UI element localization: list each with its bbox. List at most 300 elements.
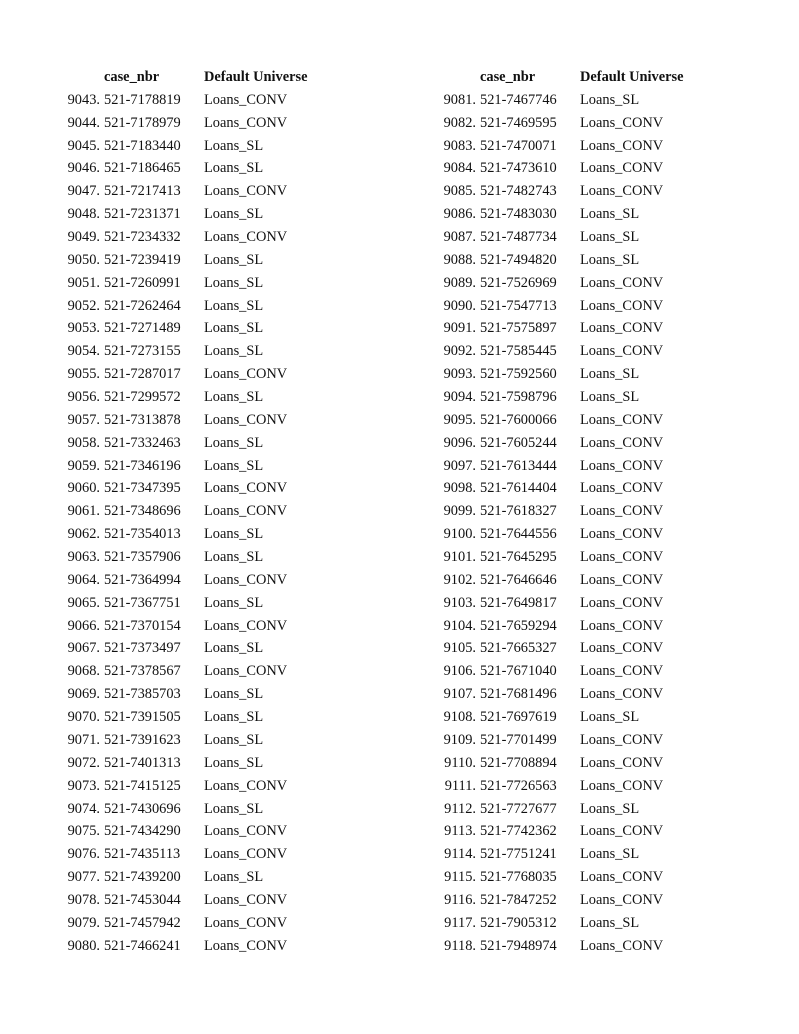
case-nbr-cell: 521-7613444 bbox=[480, 457, 557, 474]
default-universe-cell: Loans_SL bbox=[580, 206, 640, 223]
table-row bbox=[432, 775, 710, 798]
case-nbr-cell: 521-7644556 bbox=[480, 526, 557, 543]
default-universe-cell: Loans_CONV bbox=[204, 663, 288, 680]
case-nbr-cell: 521-7385703 bbox=[104, 686, 181, 703]
row-number: 9049. bbox=[67, 229, 100, 246]
row-number: 9117. bbox=[444, 914, 476, 931]
default-universe-cell: Loans_CONV bbox=[204, 571, 288, 588]
row-number: 9109. bbox=[443, 731, 476, 748]
table-row bbox=[432, 455, 710, 478]
row-number: 9114. bbox=[444, 846, 476, 863]
table-row bbox=[56, 295, 334, 318]
default-universe-cell: Loans_SL bbox=[204, 206, 264, 223]
row-number: 9083. bbox=[443, 137, 476, 154]
table-row bbox=[56, 180, 334, 203]
default-universe-cell: Loans_CONV bbox=[580, 571, 664, 588]
default-universe-cell: Loans_CONV bbox=[580, 823, 664, 840]
default-universe-cell: Loans_SL bbox=[204, 869, 264, 886]
table-row bbox=[432, 500, 710, 523]
table-row bbox=[432, 135, 710, 158]
default-universe-cell: Loans_CONV bbox=[204, 777, 288, 794]
row-number: 9097. bbox=[443, 457, 476, 474]
row-number: 9077. bbox=[67, 869, 100, 886]
table-row bbox=[56, 637, 334, 660]
row-number: 9103. bbox=[443, 594, 476, 611]
default-universe-cell: Loans_CONV bbox=[580, 640, 664, 657]
case-nbr-cell: 521-7367751 bbox=[104, 594, 181, 611]
default-universe-cell: Loans_CONV bbox=[204, 183, 288, 200]
case-nbr-cell: 521-7494820 bbox=[480, 251, 557, 268]
default-universe-cell: Loans_CONV bbox=[204, 114, 288, 131]
table-row bbox=[432, 729, 710, 752]
default-universe-cell: Loans_CONV bbox=[580, 343, 664, 360]
row-number: 9098. bbox=[443, 480, 476, 497]
row-number: 9075. bbox=[67, 823, 100, 840]
row-number: 9058. bbox=[67, 434, 100, 451]
case-nbr-cell: 521-7364994 bbox=[104, 571, 181, 588]
table-row bbox=[56, 820, 334, 843]
case-nbr-cell: 521-7466241 bbox=[104, 937, 181, 954]
row-number: 9051. bbox=[67, 274, 100, 291]
table-row bbox=[56, 706, 334, 729]
table-row bbox=[432, 683, 710, 706]
default-universe-cell: Loans_CONV bbox=[204, 937, 288, 954]
default-universe-cell: Loans_SL bbox=[204, 343, 264, 360]
table-row bbox=[56, 89, 334, 112]
table-row bbox=[432, 477, 710, 500]
case-nbr-cell: 521-7373497 bbox=[104, 640, 181, 657]
table-row bbox=[56, 843, 334, 866]
row-number: 9081. bbox=[443, 91, 476, 108]
default-universe-cell: Loans_SL bbox=[580, 389, 640, 406]
table-row bbox=[432, 546, 710, 569]
case-nbr-cell: 521-7470071 bbox=[480, 137, 557, 154]
row-number: 9084. bbox=[443, 160, 476, 177]
row-number: 9093. bbox=[443, 366, 476, 383]
table-row bbox=[432, 386, 710, 409]
default-universe-cell: Loans_SL bbox=[580, 914, 640, 931]
default-universe-cell: Loans_CONV bbox=[580, 594, 664, 611]
row-number: 9055. bbox=[67, 366, 100, 383]
case-nbr-cell: 521-7585445 bbox=[480, 343, 557, 360]
row-number: 9086. bbox=[443, 206, 476, 223]
case-nbr-cell: 521-7401313 bbox=[104, 754, 181, 771]
row-number: 9061. bbox=[67, 503, 100, 520]
row-number: 9113. bbox=[444, 823, 476, 840]
row-number: 9116. bbox=[444, 891, 476, 908]
case-nbr-header: case_nbr bbox=[104, 69, 160, 85]
default-universe-cell: Loans_CONV bbox=[580, 891, 664, 908]
row-number: 9115. bbox=[444, 869, 476, 886]
table-row bbox=[432, 889, 710, 912]
default-universe-cell: Loans_SL bbox=[580, 366, 640, 383]
case-nbr-cell: 521-7727677 bbox=[480, 800, 557, 817]
table-row bbox=[56, 912, 334, 935]
default-universe-cell: Loans_SL bbox=[204, 549, 264, 566]
row-number: 9072. bbox=[67, 754, 100, 771]
default-universe-cell: Loans_CONV bbox=[204, 891, 288, 908]
case-nbr-cell: 521-7487734 bbox=[480, 229, 557, 246]
default-universe-cell: Loans_CONV bbox=[204, 411, 288, 428]
default-universe-cell: Loans_CONV bbox=[580, 160, 664, 177]
default-universe-cell: Loans_CONV bbox=[580, 663, 664, 680]
table-row bbox=[56, 866, 334, 889]
table-row bbox=[432, 935, 710, 958]
row-number: 9062. bbox=[67, 526, 100, 543]
row-number: 9050. bbox=[67, 251, 100, 268]
table-row bbox=[56, 272, 334, 295]
case-nbr-cell: 521-7659294 bbox=[480, 617, 557, 634]
default-universe-cell: Loans_CONV bbox=[204, 503, 288, 520]
row-number: 9070. bbox=[67, 709, 100, 726]
row-number: 9111. bbox=[444, 777, 476, 794]
row-number: 9047. bbox=[67, 183, 100, 200]
table-row bbox=[56, 386, 334, 409]
table-row bbox=[56, 935, 334, 958]
case-nbr-cell: 521-7482743 bbox=[480, 183, 557, 200]
default-universe-cell: Loans_CONV bbox=[204, 914, 288, 931]
table-row bbox=[432, 89, 710, 112]
default-universe-cell: Loans_CONV bbox=[580, 617, 664, 634]
case-nbr-cell: 521-7313878 bbox=[104, 411, 181, 428]
table-row bbox=[432, 706, 710, 729]
table-row bbox=[432, 637, 710, 660]
case-nbr-cell: 521-7649817 bbox=[480, 594, 557, 611]
case-nbr-cell: 521-7742362 bbox=[480, 823, 557, 840]
case-nbr-cell: 521-7645295 bbox=[480, 549, 557, 566]
row-number: 9080. bbox=[67, 937, 100, 954]
default-universe-cell: Loans_CONV bbox=[204, 229, 288, 246]
row-number: 9118. bbox=[444, 937, 476, 954]
row-number: 9087. bbox=[443, 229, 476, 246]
default-universe-cell: Loans_CONV bbox=[580, 503, 664, 520]
case-nbr-cell: 521-7186465 bbox=[104, 160, 181, 177]
table-row bbox=[56, 500, 334, 523]
default-universe-cell: Loans_SL bbox=[204, 137, 264, 154]
case-nbr-cell: 521-7708894 bbox=[480, 754, 557, 771]
right-table-body bbox=[432, 89, 710, 958]
case-nbr-cell: 521-7439200 bbox=[104, 869, 181, 886]
table-row bbox=[432, 752, 710, 775]
default-universe-cell: Loans_SL bbox=[204, 320, 264, 337]
case-nbr-cell: 521-7592560 bbox=[480, 366, 557, 383]
default-universe-cell: Loans_SL bbox=[204, 686, 264, 703]
left-table-body bbox=[56, 89, 334, 958]
row-number: 9056. bbox=[67, 389, 100, 406]
default-universe-cell: Loans_SL bbox=[580, 229, 640, 246]
table-row bbox=[432, 660, 710, 683]
table-row bbox=[432, 523, 710, 546]
table-row bbox=[56, 409, 334, 432]
case-nbr-cell: 521-7287017 bbox=[104, 366, 181, 383]
row-number: 9108. bbox=[443, 709, 476, 726]
row-number: 9065. bbox=[67, 594, 100, 611]
case-nbr-cell: 521-7354013 bbox=[104, 526, 181, 543]
default-universe-cell: Loans_CONV bbox=[580, 549, 664, 566]
row-number: 9076. bbox=[67, 846, 100, 863]
default-universe-cell: Loans_CONV bbox=[580, 869, 664, 886]
case-nbr-cell: 521-7469595 bbox=[480, 114, 557, 131]
default-universe-header: Default Universe bbox=[204, 69, 308, 85]
table-row bbox=[56, 798, 334, 821]
case-nbr-cell: 521-7378567 bbox=[104, 663, 181, 680]
row-number: 9053. bbox=[67, 320, 100, 337]
row-number: 9102. bbox=[443, 571, 476, 588]
table-row bbox=[432, 203, 710, 226]
row-number: 9052. bbox=[67, 297, 100, 314]
case-nbr-cell: 521-7768035 bbox=[480, 869, 557, 886]
case-nbr-cell: 521-7905312 bbox=[480, 914, 557, 931]
default-universe-cell: Loans_SL bbox=[204, 274, 264, 291]
default-universe-cell: Loans_CONV bbox=[204, 366, 288, 383]
case-nbr-cell: 521-7435113 bbox=[104, 846, 181, 863]
table-row bbox=[432, 317, 710, 340]
default-universe-cell: Loans_CONV bbox=[580, 137, 664, 154]
table-row bbox=[432, 615, 710, 638]
row-number: 9079. bbox=[67, 914, 100, 931]
table-row bbox=[432, 843, 710, 866]
case-nbr-cell: 521-7847252 bbox=[480, 891, 557, 908]
left-header-row bbox=[56, 66, 334, 89]
case-nbr-cell: 521-7948974 bbox=[480, 937, 557, 954]
right-header-row bbox=[432, 66, 710, 89]
default-universe-cell: Loans_CONV bbox=[580, 457, 664, 474]
table-row bbox=[432, 798, 710, 821]
table-row bbox=[56, 775, 334, 798]
default-universe-cell: Loans_SL bbox=[204, 389, 264, 406]
default-universe-cell: Loans_CONV bbox=[580, 480, 664, 497]
default-universe-cell: Loans_SL bbox=[580, 91, 640, 108]
default-universe-cell: Loans_CONV bbox=[580, 777, 664, 794]
default-universe-header: Default Universe bbox=[580, 69, 684, 85]
case-nbr-cell: 521-7681496 bbox=[480, 686, 557, 703]
table-row bbox=[56, 112, 334, 135]
table-row bbox=[432, 569, 710, 592]
table-row bbox=[432, 249, 710, 272]
case-nbr-cell: 521-7391505 bbox=[104, 709, 181, 726]
table-row bbox=[56, 135, 334, 158]
table-row bbox=[432, 363, 710, 386]
case-nbr-cell: 521-7618327 bbox=[480, 503, 557, 520]
table-row bbox=[56, 432, 334, 455]
default-universe-cell: Loans_SL bbox=[204, 251, 264, 268]
case-nbr-cell: 521-7430696 bbox=[104, 800, 181, 817]
table-row bbox=[432, 409, 710, 432]
table-row bbox=[432, 432, 710, 455]
table-row bbox=[56, 477, 334, 500]
row-number: 9064. bbox=[67, 571, 100, 588]
row-number: 9091. bbox=[443, 320, 476, 337]
table-row bbox=[432, 866, 710, 889]
table-row bbox=[432, 592, 710, 615]
default-universe-cell: Loans_CONV bbox=[204, 823, 288, 840]
row-number: 9044. bbox=[67, 114, 100, 131]
default-universe-cell: Loans_SL bbox=[204, 297, 264, 314]
row-number: 9096. bbox=[443, 434, 476, 451]
case-nbr-cell: 521-7547713 bbox=[480, 297, 557, 314]
row-number: 9078. bbox=[67, 891, 100, 908]
table-row bbox=[56, 523, 334, 546]
table-row bbox=[432, 340, 710, 363]
table-row bbox=[432, 226, 710, 249]
case-nbr-cell: 521-7598796 bbox=[480, 389, 557, 406]
row-number: 9095. bbox=[443, 411, 476, 428]
table-row bbox=[56, 752, 334, 775]
right-column bbox=[432, 66, 710, 958]
default-universe-cell: Loans_SL bbox=[204, 434, 264, 451]
case-nbr-cell: 521-7347395 bbox=[104, 480, 181, 497]
row-number: 9082. bbox=[443, 114, 476, 131]
default-universe-cell: Loans_SL bbox=[580, 846, 640, 863]
case-nbr-cell: 521-7346196 bbox=[104, 457, 181, 474]
table-row bbox=[56, 683, 334, 706]
case-nbr-cell: 521-7217413 bbox=[104, 183, 181, 200]
table-row bbox=[432, 912, 710, 935]
row-number: 9069. bbox=[67, 686, 100, 703]
row-number: 9060. bbox=[67, 480, 100, 497]
row-number: 9090. bbox=[443, 297, 476, 314]
row-number: 9063. bbox=[67, 549, 100, 566]
table-row bbox=[56, 340, 334, 363]
case-nbr-cell: 521-7600066 bbox=[480, 411, 557, 428]
case-nbr-cell: 521-7697619 bbox=[480, 709, 557, 726]
row-number: 9089. bbox=[443, 274, 476, 291]
case-nbr-cell: 521-7473610 bbox=[480, 160, 557, 177]
table-row bbox=[56, 615, 334, 638]
case-nbr-cell: 521-7434290 bbox=[104, 823, 181, 840]
row-number: 9112. bbox=[444, 800, 476, 817]
row-number: 9066. bbox=[67, 617, 100, 634]
default-universe-cell: Loans_CONV bbox=[580, 937, 664, 954]
default-universe-cell: Loans_CONV bbox=[204, 617, 288, 634]
table-row bbox=[432, 820, 710, 843]
case-nbr-cell: 521-7183440 bbox=[104, 137, 181, 154]
row-number: 9100. bbox=[443, 526, 476, 543]
case-nbr-cell: 521-7332463 bbox=[104, 434, 181, 451]
default-universe-cell: Loans_SL bbox=[580, 800, 640, 817]
table-row bbox=[432, 272, 710, 295]
case-nbr-cell: 521-7671040 bbox=[480, 663, 557, 680]
row-number: 9068. bbox=[67, 663, 100, 680]
table-row bbox=[56, 546, 334, 569]
row-number: 9105. bbox=[443, 640, 476, 657]
default-universe-cell: Loans_SL bbox=[204, 709, 264, 726]
default-universe-cell: Loans_SL bbox=[204, 594, 264, 611]
default-universe-cell: Loans_CONV bbox=[580, 114, 664, 131]
case-nbr-cell: 521-7646646 bbox=[480, 571, 557, 588]
row-number-header bbox=[56, 66, 101, 89]
case-nbr-cell: 521-7614404 bbox=[480, 480, 557, 497]
table-row bbox=[432, 112, 710, 135]
default-universe-cell: Loans_CONV bbox=[580, 411, 664, 428]
default-universe-cell: Loans_CONV bbox=[580, 526, 664, 543]
case-nbr-cell: 521-7262464 bbox=[104, 297, 181, 314]
row-number: 9071. bbox=[67, 731, 100, 748]
row-number: 9085. bbox=[443, 183, 476, 200]
left-table bbox=[56, 66, 334, 958]
case-nbr-cell: 521-7457942 bbox=[104, 914, 181, 931]
table-row bbox=[56, 226, 334, 249]
default-universe-cell: Loans_SL bbox=[204, 731, 264, 748]
row-number: 9048. bbox=[67, 206, 100, 223]
case-nbr-cell: 521-7453044 bbox=[104, 891, 181, 908]
row-number: 9099. bbox=[443, 503, 476, 520]
default-universe-cell: Loans_SL bbox=[204, 800, 264, 817]
table-row bbox=[56, 569, 334, 592]
table-row bbox=[56, 592, 334, 615]
case-nbr-cell: 521-7357906 bbox=[104, 549, 181, 566]
right-table bbox=[432, 66, 710, 958]
row-number: 9110. bbox=[444, 754, 476, 771]
table-row bbox=[56, 889, 334, 912]
table-row bbox=[56, 157, 334, 180]
default-universe-cell: Loans_CONV bbox=[580, 686, 664, 703]
row-number: 9094. bbox=[443, 389, 476, 406]
table-row bbox=[432, 180, 710, 203]
row-number: 9106. bbox=[443, 663, 476, 680]
case-nbr-cell: 521-7271489 bbox=[104, 320, 181, 337]
row-number: 9057. bbox=[67, 411, 100, 428]
default-universe-cell: Loans_CONV bbox=[580, 274, 664, 291]
case-nbr-cell: 521-7239419 bbox=[104, 251, 181, 268]
default-universe-cell: Loans_CONV bbox=[580, 754, 664, 771]
default-universe-cell: Loans_SL bbox=[580, 251, 640, 268]
row-number: 9092. bbox=[443, 343, 476, 360]
case-nbr-cell: 521-7575897 bbox=[480, 320, 557, 337]
case-nbr-cell: 521-7665327 bbox=[480, 640, 557, 657]
case-nbr-cell: 521-7370154 bbox=[104, 617, 181, 634]
case-nbr-cell: 521-7231371 bbox=[104, 206, 181, 223]
table-row bbox=[56, 729, 334, 752]
table-row bbox=[56, 455, 334, 478]
case-nbr-cell: 521-7751241 bbox=[480, 846, 557, 863]
table-row bbox=[56, 203, 334, 226]
table-row bbox=[432, 295, 710, 318]
default-universe-cell: Loans_SL bbox=[204, 160, 264, 177]
case-nbr-cell: 521-7605244 bbox=[480, 434, 557, 451]
default-universe-cell: Loans_CONV bbox=[580, 434, 664, 451]
case-nbr-cell: 521-7178979 bbox=[104, 114, 181, 131]
case-nbr-cell: 521-7701499 bbox=[480, 731, 557, 748]
default-universe-cell: Loans_CONV bbox=[204, 480, 288, 497]
default-universe-cell: Loans_CONV bbox=[580, 320, 664, 337]
case-nbr-cell: 521-7260991 bbox=[104, 274, 181, 291]
default-universe-cell: Loans_SL bbox=[204, 754, 264, 771]
case-nbr-cell: 521-7348696 bbox=[104, 503, 181, 520]
table-row bbox=[56, 249, 334, 272]
case-nbr-cell: 521-7467746 bbox=[480, 91, 557, 108]
row-number: 9101. bbox=[443, 549, 476, 566]
row-number: 9045. bbox=[67, 137, 100, 154]
default-universe-cell: Loans_CONV bbox=[580, 297, 664, 314]
row-number: 9107. bbox=[443, 686, 476, 703]
default-universe-cell: Loans_CONV bbox=[580, 183, 664, 200]
row-number: 9088. bbox=[443, 251, 476, 268]
row-number-header bbox=[432, 66, 477, 89]
case-nbr-header: case_nbr bbox=[480, 69, 536, 85]
case-nbr-cell: 521-7234332 bbox=[104, 229, 181, 246]
default-universe-cell: Loans_SL bbox=[204, 526, 264, 543]
default-universe-cell: Loans_CONV bbox=[204, 846, 288, 863]
case-nbr-cell: 521-7526969 bbox=[480, 274, 557, 291]
default-universe-cell: Loans_CONV bbox=[580, 731, 664, 748]
default-universe-cell: Loans_SL bbox=[204, 457, 264, 474]
row-number: 9046. bbox=[67, 160, 100, 177]
case-nbr-cell: 521-7273155 bbox=[104, 343, 181, 360]
table-row bbox=[56, 363, 334, 386]
case-nbr-cell: 521-7415125 bbox=[104, 777, 181, 794]
table-row bbox=[56, 317, 334, 340]
